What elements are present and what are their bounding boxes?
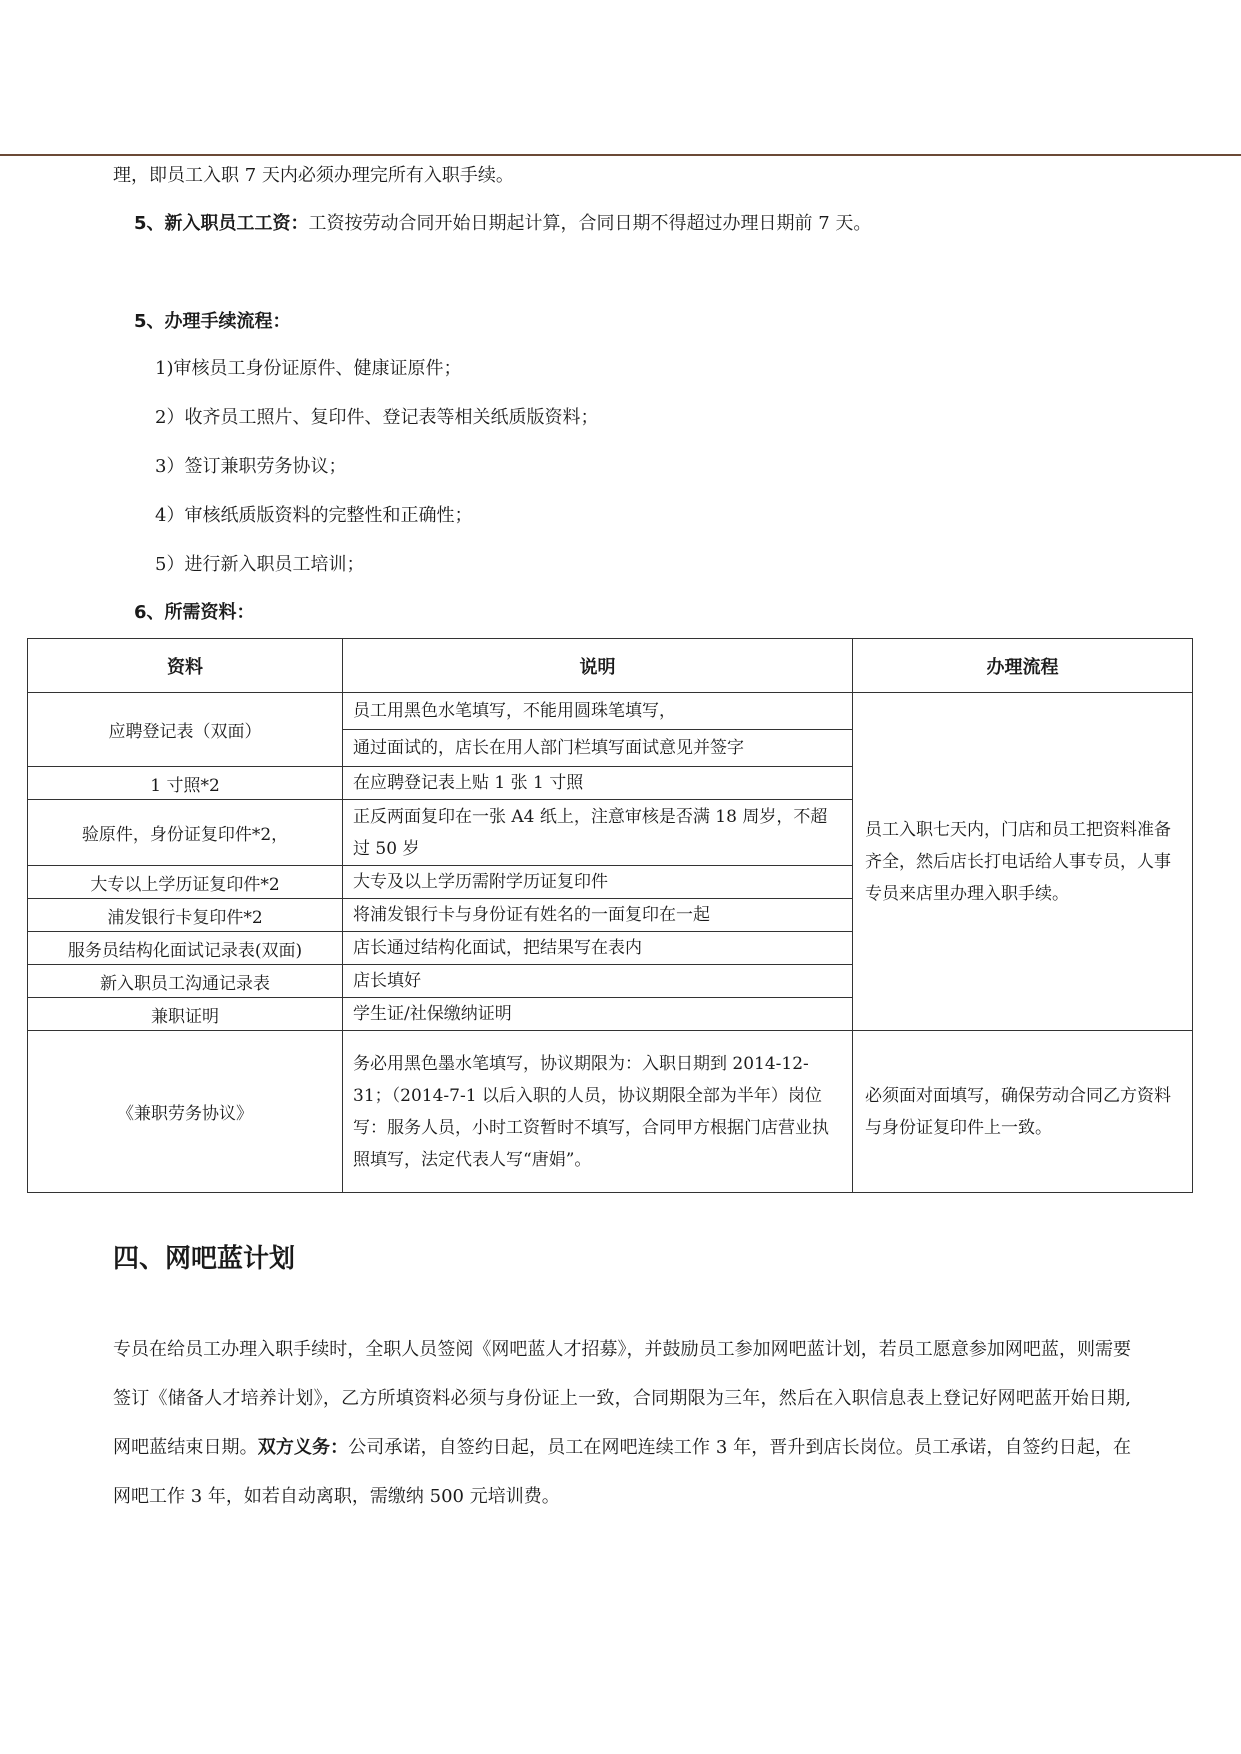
item-5-process-label: 5、办理手续流程： (134, 311, 291, 332)
required-documents-table (27, 638, 1193, 1193)
step-3: 3）签订兼职劳务协议； (155, 456, 347, 477)
row-2-desc: 在应聘登记表上贴 1 张 1 寸照 (343, 767, 853, 800)
header-materials: 资料 (28, 639, 343, 693)
row-1-desc-b: 通过面试的，店长在用人部门栏填写面试意见并签字 (343, 730, 853, 767)
header-description: 说明 (343, 639, 853, 693)
header-process: 办理流程 (853, 639, 1193, 693)
row-2-name: 1 寸照*2 (28, 767, 343, 800)
row-3-desc: 正反两面复印在一张 A4 纸上，注意审核是否满 18 周岁，不超过 50 岁 (343, 800, 853, 866)
process-cell-1: 员工入职七天内，门店和员工把资料准备齐全，然后店长打电话给人事专员，人事专员来店里办理入职手续。 (853, 693, 1193, 1031)
item-5-salary (134, 212, 871, 236)
row-7-name: 新入职员工沟通记录表 (28, 965, 343, 998)
table-row (28, 693, 1193, 730)
row-4-name: 大专以上学历证复印件*2 (28, 866, 343, 899)
paragraph-part-1: 专员在给员工办理入职手续时，全职人员签阅《网吧蓝人才招募》，并鼓励员工参加网吧蓝计划，若员工愿意参加网吧蓝，则需要签订《储备人才培养计划》，乙方所填资料必须与身份证上一致，合同期限为三年，然后在入职信息表上登记好网吧蓝开始日期,网吧蓝结束日期。 (113, 1339, 1131, 1458)
paragraph-part-2: 公司承诺，自签约日起，员工在网吧连续工作 3 年，晋升到店长岗位。员工承诺，自签约日起，在网吧工作 3 年，如若自动离职，需缴纳 500 元培训费。 (113, 1437, 1132, 1507)
row-8-name: 兼职证明 (28, 998, 343, 1031)
section-4-paragraph (113, 1325, 1131, 1521)
row-4-desc: 大专及以上学历需附学历证复印件 (343, 866, 853, 899)
continuation-line: 理，即员工入职 7 天内必须办理完所有入职手续。 (113, 165, 514, 186)
row-1-name: 应聘登记表（双面） (28, 693, 343, 767)
section-4-title: 四、网吧蓝计划 (113, 1244, 296, 1274)
step-5: 5）进行新入职员工培训； (155, 554, 365, 575)
row-5-desc: 将浦发银行卡与身份证有姓名的一面复印在一起 (343, 899, 853, 932)
process-cell-2: 必须面对面填写，确保劳动合同乙方资料与身份证复印件上一致。 (853, 1031, 1193, 1193)
paragraph-bold-label: 双方义务： (257, 1437, 349, 1458)
row-3-name: 验原件，身份证复印件*2， (28, 800, 343, 866)
row-7-desc: 店长填好 (343, 965, 853, 998)
table-header-row (28, 639, 1193, 693)
row-8-desc: 学生证/社保缴纳证明 (343, 998, 853, 1031)
row-9-desc: 务必用黑色墨水笔填写，协议期限为：入职日期到 2014-12-31；（2014-7-1 以后入职的人员，协议期限全部为半年）岗位写：服务人员，小时工资暂时不填写，合同甲方根据门店营业执照填写，法定代表人写“唐娟”。 (343, 1031, 853, 1193)
header-rule (0, 154, 1241, 156)
item-6-label: 6、所需资料： (134, 602, 255, 623)
item-5-text: 工资按劳动合同开始日期起计算，合同日期不得超过办理日期前 7 天。 (308, 213, 872, 234)
step-1: 1)审核员工身份证原件、健康证原件； (155, 358, 462, 379)
row-6-desc: 店长通过结构化面试，把结果写在表内 (343, 932, 853, 965)
step-2: 2）收齐员工照片、复印件、登记表等相关纸质版资料； (155, 407, 599, 428)
table-row (28, 1031, 1193, 1193)
row-6-name: 服务员结构化面试记录表(双面) (28, 932, 343, 965)
item-5-label: 5、新入职员工工资： (134, 213, 309, 234)
row-1-desc-a: 员工用黑色水笔填写，不能用圆珠笔填写， (343, 693, 853, 730)
row-5-name: 浦发银行卡复印件*2 (28, 899, 343, 932)
row-9-name: 《兼职劳务协议》 (28, 1031, 343, 1193)
step-4: 4）审核纸质版资料的完整性和正确性； (155, 505, 473, 526)
